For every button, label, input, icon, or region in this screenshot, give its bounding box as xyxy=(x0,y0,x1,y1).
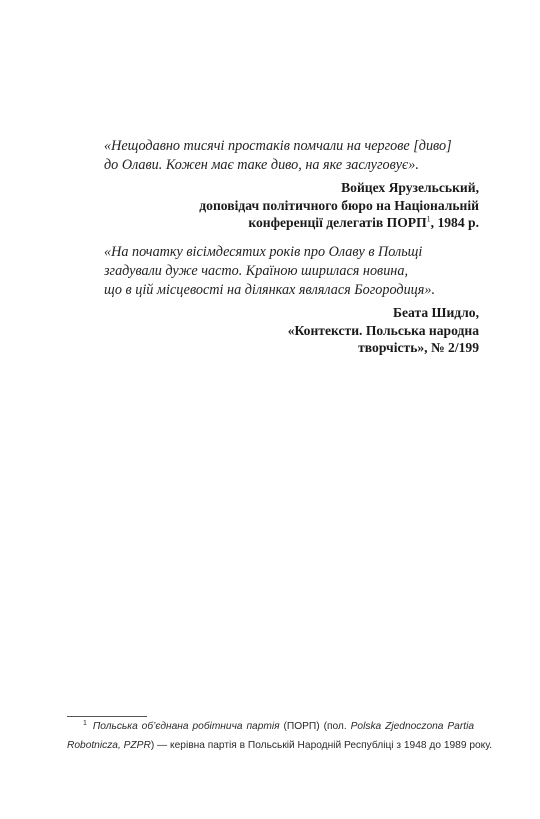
attribution-role-line2 xyxy=(104,214,479,232)
attribution-year: , 1984 р. xyxy=(430,215,479,231)
footnote-party-name: Польська об’єднана робітнича партія xyxy=(92,721,280,732)
epigraph-quote xyxy=(104,137,479,175)
epigraph-szydlo xyxy=(104,243,479,357)
attribution-source-issue: творчість», № 2/199 xyxy=(358,340,479,356)
attribution-author: Войцех Ярузельський, xyxy=(341,180,479,195)
footnote-description: ) — керівна партія в Польській Народній Республіці з 1948 до 1989 року. xyxy=(150,739,493,751)
quote-line: «На початку вісімдесятих років про Олаву в Польщі xyxy=(104,244,423,260)
attribution-role: доповідач політичного бюро на Національній xyxy=(199,197,479,213)
footnote-divider xyxy=(67,716,147,717)
attribution-author: Беата Шидло, xyxy=(393,305,479,320)
epigraph-jaruzelski xyxy=(104,137,479,232)
quote-line: згадували дуже часто. Країною ширилася новина, xyxy=(104,263,408,279)
quote-line: до Олави. Кожен має таке диво, на яке заслуговує». xyxy=(104,157,419,173)
attribution-role-text: конференції делегатів ПОРП xyxy=(248,215,427,231)
footnote-marker: 1 xyxy=(83,719,87,727)
quote-line: що в цій місцевості на ділянках являлася Богородиця». xyxy=(104,282,435,298)
footnote-polish-name: Polska Zjednoczona Partia xyxy=(350,721,474,732)
attribution-source: «Контексти. Польська народна xyxy=(287,322,479,338)
footnote-abbreviation: (ПОРП) (пол. xyxy=(279,721,351,732)
epigraph-attribution xyxy=(104,304,479,357)
epigraph-quote xyxy=(104,243,479,300)
footnote-reference[interactable]: 1 xyxy=(426,214,431,224)
epigraph-attribution xyxy=(104,179,479,232)
footnote-polish-name-cont: Robotnicza, PZPR xyxy=(67,739,151,751)
footnote-line xyxy=(67,737,493,756)
footnote xyxy=(67,718,493,755)
quote-line: «Нещодавно тисячі простаків помчали на чергове [диво] xyxy=(104,138,452,154)
footnote-line xyxy=(67,718,474,737)
